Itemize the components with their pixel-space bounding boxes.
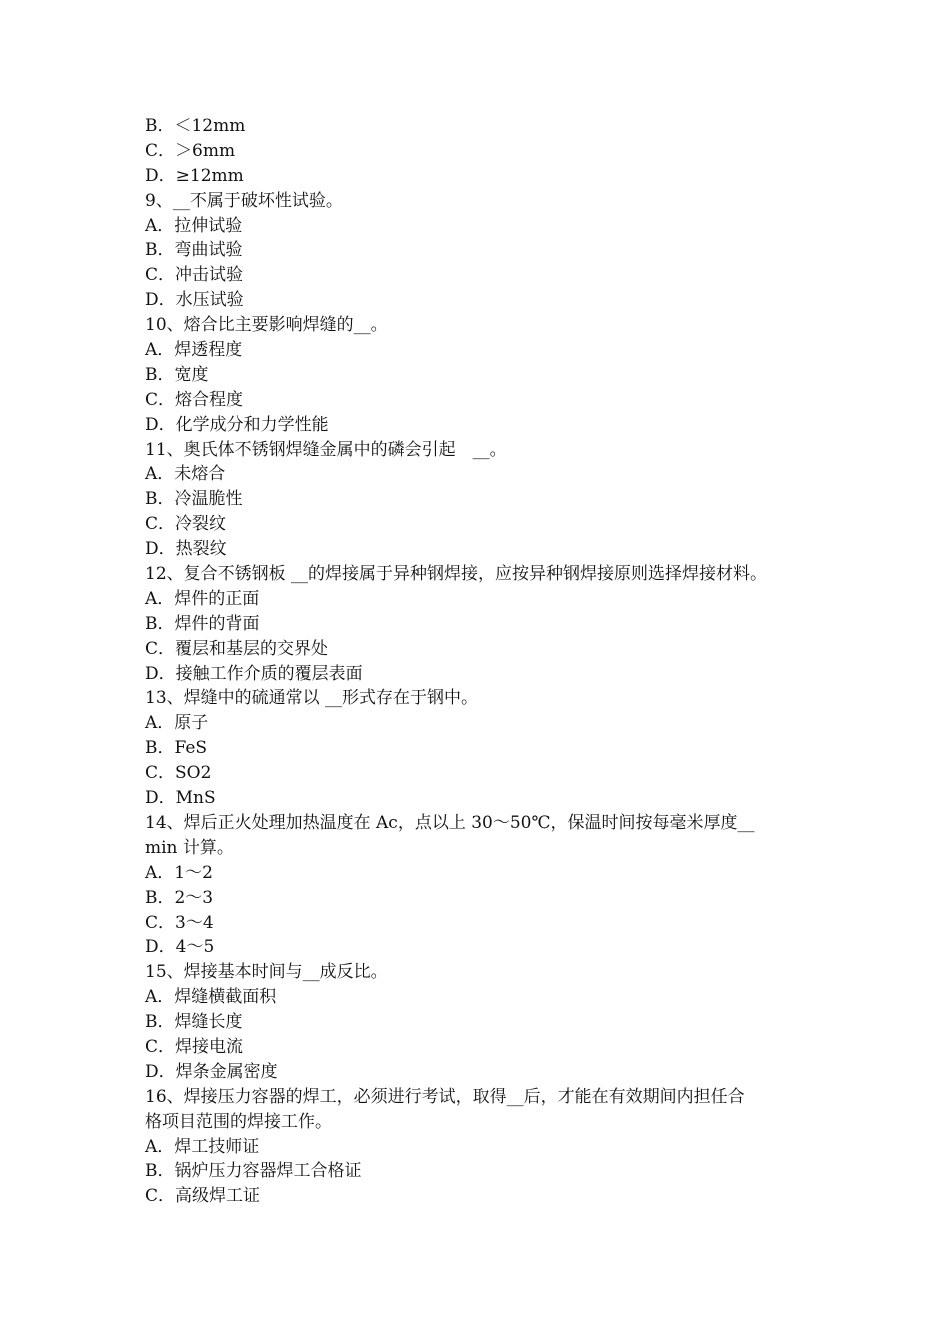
question-14-line-2: min 计算。	[145, 837, 234, 858]
option-c-q11: C．冷裂纹	[145, 514, 227, 535]
question-15: 15、焊接基本时间与__成反比。	[145, 962, 388, 983]
option-c-q16: C．高级焊工证	[145, 1186, 261, 1207]
option-a-q14: A．1～2	[145, 862, 213, 883]
option-d-q15: D．焊条金属密度	[145, 1061, 278, 1082]
option-d-q10: D．化学成分和力学性能	[145, 414, 329, 435]
option-b-q10: B．宽度	[145, 364, 209, 385]
option-c-q10: C．熔合程度	[145, 389, 244, 410]
option-d-q9: D．水压试验	[145, 290, 244, 311]
option-b-q12: B．焊件的背面	[145, 613, 260, 634]
option-c-q8: C．＞6mm	[145, 140, 236, 161]
option-c-q13: C．SO2	[145, 763, 212, 784]
option-d-q12: D．接触工作介质的覆层表面	[145, 663, 363, 684]
option-d-q13: D．MnS	[145, 788, 216, 809]
option-d-q14: D．4～5	[145, 937, 215, 958]
option-a-q16: A．焊工技师证	[145, 1136, 260, 1157]
option-b-q14: B．2～3	[145, 887, 214, 908]
option-a-q10: A．焊透程度	[145, 340, 243, 361]
option-b-q8: B．＜12mm	[145, 116, 246, 136]
question-13: 13、焊缝中的硫通常以 __形式存在于钢中。	[145, 688, 479, 709]
option-b-q13: B．FeS	[145, 738, 208, 759]
option-c-q9: C．冲击试验	[145, 265, 244, 286]
option-a-q11: A．未熔合	[145, 464, 226, 485]
question-11: 11、奥氏体不锈钢焊缝金属中的磷会引起 __。	[145, 439, 507, 460]
option-c-q15: C．焊接电流	[145, 1036, 244, 1057]
option-d-q11: D．热裂纹	[145, 539, 227, 560]
option-c-q12: C．覆层和基层的交界处	[145, 638, 329, 659]
question-12: 12、复合不锈钢板 __的焊接属于异种钢焊接，应按异种钢焊接原则选择焊接材料。	[145, 564, 768, 585]
question-10: 10、熔合比主要影响焊缝的__。	[145, 315, 388, 336]
option-a-q12: A．焊件的正面	[145, 588, 260, 609]
option-b-q11: B．冷温脆性	[145, 489, 243, 510]
option-b-q16: B．锅炉压力容器焊工合格证	[145, 1161, 362, 1182]
question-16-line-1: 16、焊接压力容器的焊工，必须进行考试，取得__后，才能在有效期间内担任合	[145, 1086, 745, 1107]
question-14-line-1: 14、焊后正火处理加热温度在 Ac，点以上 30～50℃，保温时间按每毫米厚度__	[145, 812, 755, 833]
question-16-line-2: 格项目范围的焊接工作。	[145, 1111, 332, 1132]
option-d-q8: D．≥12mm	[145, 165, 244, 186]
question-9: 9、__不属于破坏性试验。	[145, 190, 343, 211]
document-page	[145, 114, 825, 1209]
option-a-q15: A．焊缝横截面积	[145, 987, 277, 1008]
option-b-q15: B．焊缝长度	[145, 1012, 243, 1033]
option-a-q13: A．原子	[145, 713, 209, 734]
option-a-q9: A．拉伸试验	[145, 215, 243, 236]
option-c-q14: C．3～4	[145, 912, 214, 933]
option-b-q9: B．弯曲试验	[145, 240, 243, 261]
